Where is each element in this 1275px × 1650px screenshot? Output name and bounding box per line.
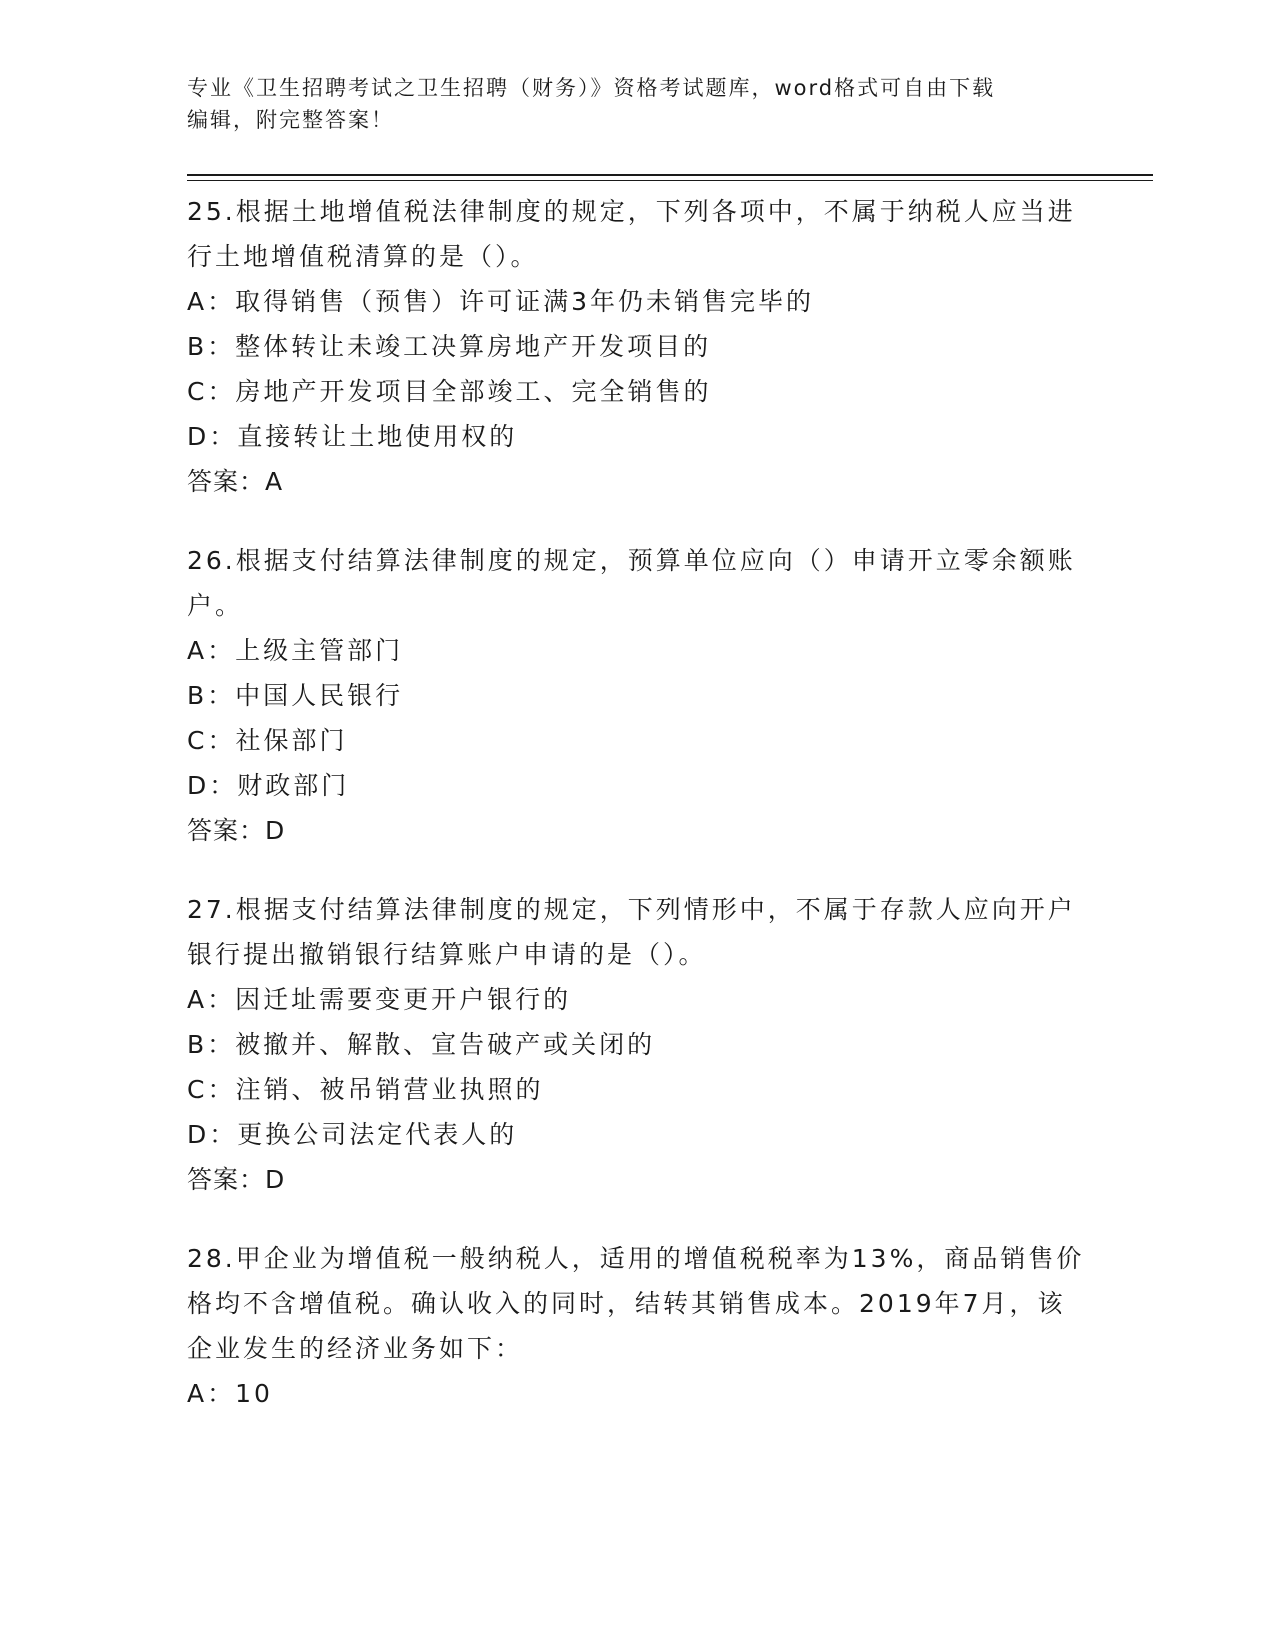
question-text: 25.根据土地增值税法律制度的规定，下列各项中，不属于纳税人应当进行土地增值税清算的是（）。 — [187, 197, 1076, 271]
option-a: A：10 — [187, 1379, 273, 1408]
option-b: B：中国人民银行 — [187, 681, 404, 710]
answer-line: 答案：D — [187, 1165, 286, 1194]
option-c: C：注销、被吊销营业执照的 — [187, 1075, 544, 1104]
option-d: D：直接转让土地使用权的 — [187, 422, 518, 451]
header-line-2: 编辑，附完整答案！ — [187, 108, 394, 132]
option-b: B：被撤并、解散、宣告破产或关闭的 — [187, 1030, 656, 1059]
option-b: B：整体转让未竣工决算房地产开发项目的 — [187, 332, 712, 361]
option-a: A：取得销售（预售）许可证满3年仍未销售完毕的 — [187, 287, 815, 316]
question-26 — [187, 538, 1087, 853]
option-d: D：更换公司法定代表人的 — [187, 1120, 518, 1149]
question-28 — [187, 1236, 1087, 1416]
option-a: A：因迁址需要变更开户银行的 — [187, 985, 572, 1014]
option-d: D：财政部门 — [187, 771, 350, 800]
answer-line: 答案：A — [187, 467, 284, 496]
option-c: C：社保部门 — [187, 726, 348, 755]
question-25 — [187, 189, 1087, 504]
answer-line: 答案：D — [187, 816, 286, 845]
option-a: A：上级主管部门 — [187, 636, 404, 665]
question-text: 26.根据支付结算法律制度的规定，预算单位应向（）申请开立零余额账户。 — [187, 546, 1076, 620]
header-line-1: 专业《卫生招聘考试之卫生招聘（财务）》资格考试题库，word格式可自由下载 — [187, 76, 996, 100]
question-27 — [187, 887, 1087, 1202]
option-c: C：房地产开发项目全部竣工、完全销售的 — [187, 377, 712, 406]
document-header — [187, 72, 1067, 136]
question-list — [187, 189, 1087, 1450]
question-text: 27.根据支付结算法律制度的规定，下列情形中，不属于存款人应向开户银行提出撤销银行结算账户申请的是（）。 — [187, 895, 1076, 969]
header-divider — [187, 174, 1153, 181]
question-text: 28.甲企业为增值税一般纳税人，适用的增值税税率为13%，商品销售价格均不含增值税。确认收入的同时，结转其销售成本。2019年7月，该企业发生的经济业务如下： — [187, 1244, 1085, 1363]
